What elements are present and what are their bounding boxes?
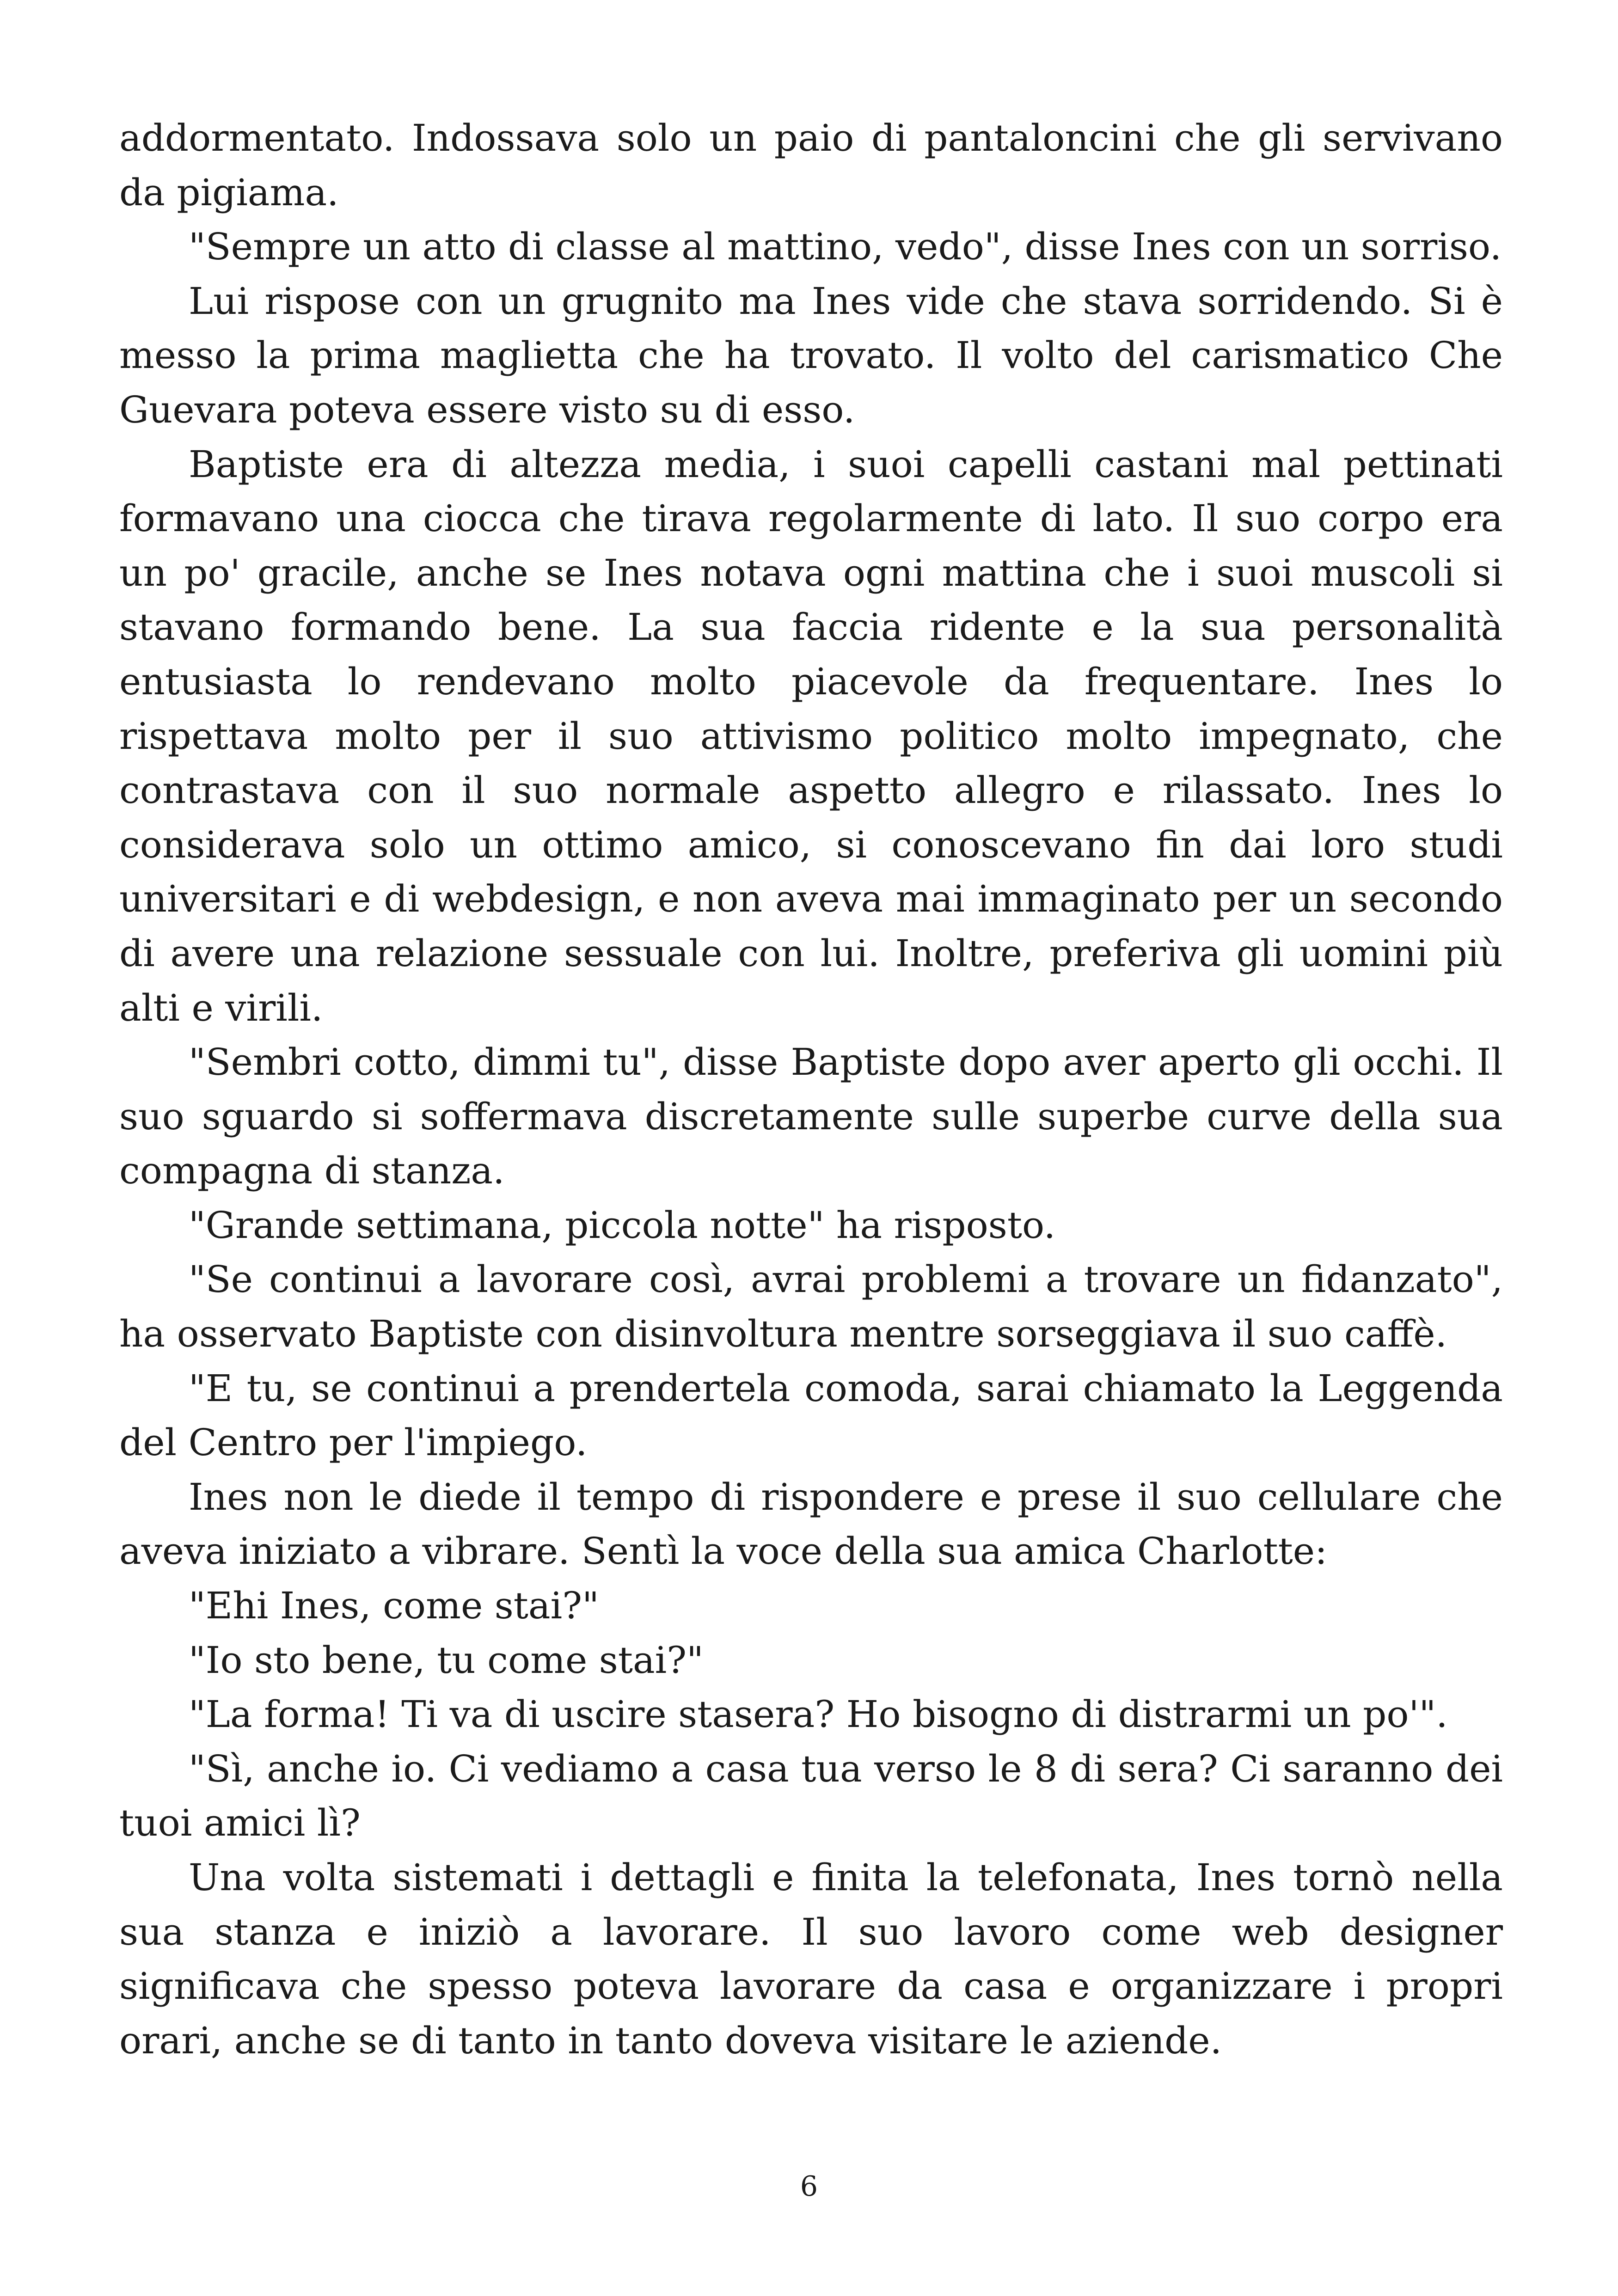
paragraph: "Sembri cotto, dimmi tu", disse Baptiste dopo aver aperto gli occhi. Il suo sguardo si soffermava discretamente sulle superbe curve della sua compagna di stanza. xyxy=(119,1041,1503,1193)
paragraph: Baptiste era di altezza media, i suoi capelli castani mal pettinati formavano una ciocca che tirava regolarmente di lato. Il suo corpo era un po' gracile, anche se Ines notava ogni mattina che i suoi muscoli si stavano formando bene. La sua faccia ridente e la sua personalità entusiasta lo rendevano molto piacevole da frequentare. Ines lo rispettava molto per il suo attivismo politico molto impegnato, che contrastava con il suo normale aspetto allegro e rilassato. Ines lo considerava solo un ottimo amico, si conoscevano fin dai loro studi universitari e di webdesign, e non aveva mai immaginato per un secondo di avere una relazione sessuale con lui. Inoltre, preferiva gli uomini più alti e virili. xyxy=(119,442,1503,1029)
paragraph: "Se continui a lavorare così, avrai problemi a trovare un fidanzato", ha osservato Baptiste con disinvoltura mentre sorseggiava il suo caffè. xyxy=(119,1258,1503,1356)
paragraph: "E tu, se continui a prendertela comoda, sarai chiamato la Leggenda del Centro per l'impiego. xyxy=(119,1366,1503,1464)
paragraph: "Ehi Ines, come stai?" xyxy=(189,1584,599,1628)
paragraph: Una volta sistemati i dettagli e finita la telefonata, Ines tornò nella sua stanza e iniziò a lavorare. Il suo lavoro come web designer significava che spesso poteva lavorare da casa e organizzare i propri orari, anche se di tanto in tanto doveva visitare le aziende. xyxy=(119,1856,1503,2062)
paragraph: "Io sto bene, tu come stai?" xyxy=(189,1638,704,1682)
body-text xyxy=(119,111,1503,2068)
paragraph: Lui rispose con un grugnito ma Ines vide che stava sorridendo. Si è messo la prima maglietta che ha trovato. Il volto del carismatico Che Guevara poteva essere visto su di esso. xyxy=(119,279,1503,431)
paragraph: Ines non le diede il tempo di rispondere e prese il suo cellulare che aveva iniziato a vibrare. Sentì la voce della sua amica Charlotte: xyxy=(119,1475,1503,1573)
page-number: 6 xyxy=(800,2170,818,2203)
paragraph: "Grande settimana, piccola notte" ha risposto. xyxy=(189,1203,1056,1247)
paragraph-continuation: addormentato. Indossava solo un paio di pantaloncini che gli servivano da pigiama. xyxy=(119,116,1503,214)
paragraph: "Sì, anche io. Ci vediamo a casa tua verso le 8 di sera? Ci saranno dei tuoi amici lì? xyxy=(119,1747,1503,1845)
paragraph: "Sempre un atto di classe al mattino, vedo", disse Ines con un sorriso. xyxy=(189,225,1502,269)
paragraph: "La forma! Ti va di uscire stasera? Ho bisogno di distrarmi un po'". xyxy=(189,1693,1448,1736)
